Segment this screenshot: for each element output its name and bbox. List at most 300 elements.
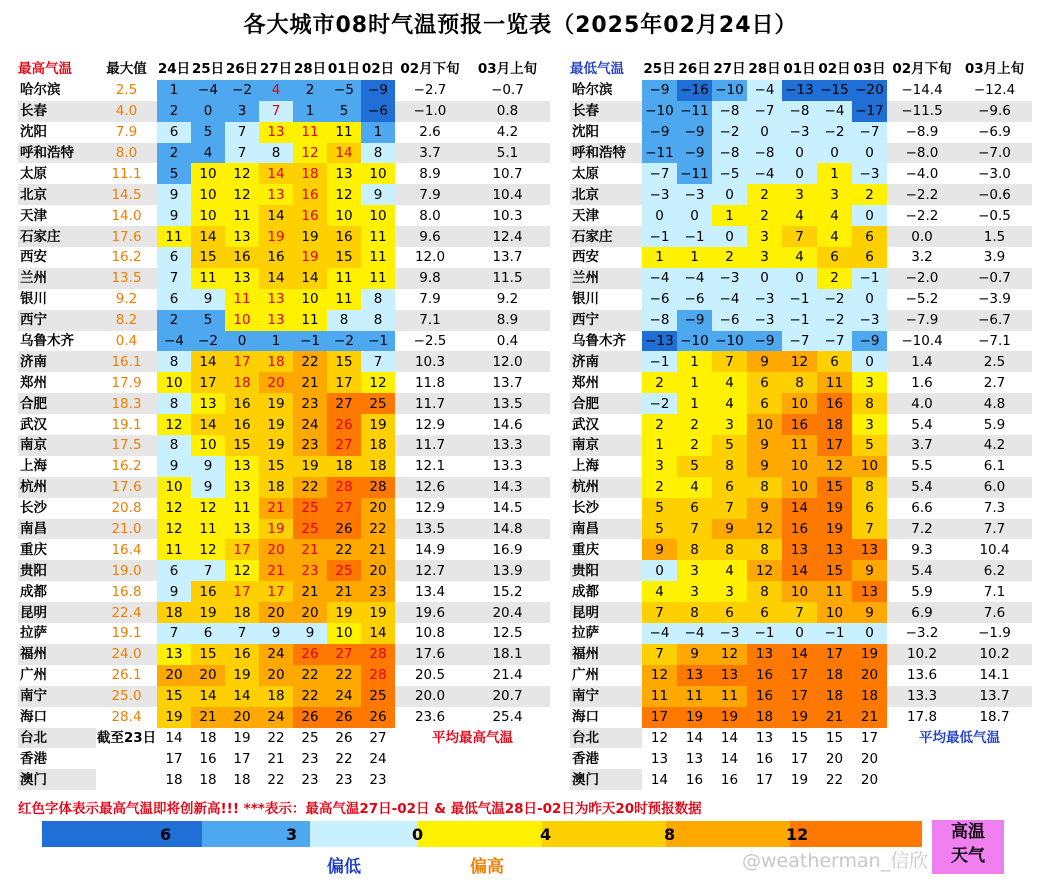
city-name: 银川 (572, 291, 599, 308)
column-header: 28日 (748, 61, 781, 78)
max-temp-cell: 13 (327, 163, 361, 184)
min-temp-cell: 17 (782, 686, 817, 707)
period-average: 10.2 (957, 644, 1032, 665)
max-temp-cell: 12 (191, 539, 225, 560)
city-name: 乌鲁木齐 (20, 333, 74, 350)
legend-high-label: 偏高 (470, 857, 504, 877)
extra-cell: 23 (301, 771, 319, 788)
city-name: 南昌 (570, 519, 642, 540)
max-temp-cell: 1 (293, 101, 327, 122)
period-average: 1.4 (887, 351, 957, 372)
period-average: 13.7 (957, 686, 1032, 707)
max-temp-cell: 21 (259, 498, 293, 519)
min-temp-cell: 6 (677, 498, 712, 519)
extra-cell: 19 (233, 729, 251, 746)
max-temp-cell: 8 (157, 393, 191, 414)
legend-tick-label: 12 (786, 825, 809, 844)
period-average: 13.5 (395, 519, 465, 540)
record-max: 2.5 (115, 82, 138, 99)
max-temp-cell: 8 (327, 310, 361, 331)
period-average: 16.9 (492, 541, 523, 558)
min-temp-cell: 2 (852, 184, 887, 205)
hot-label-line1: 高温 (951, 822, 985, 842)
min-temp-cell: 4 (642, 581, 677, 602)
min-temp-header: 最低气温 (570, 61, 624, 78)
max-temp-cell: 15 (191, 644, 225, 665)
max-temp-cell: 10 (327, 623, 361, 644)
city-name: 北京 (570, 184, 642, 205)
min-temp-cell: −9 (642, 80, 677, 101)
min-temp-cell: −11 (677, 163, 712, 184)
min-temp-cell: 8 (712, 456, 747, 477)
table-row (18, 602, 550, 623)
city-name: 武汉 (20, 416, 47, 433)
period-average: 20.4 (465, 602, 550, 623)
min-temp-cell: −9 (747, 331, 782, 352)
period-average: −0.6 (957, 184, 1032, 205)
min-temp-cell: −4 (817, 101, 852, 122)
city-name: 南昌 (18, 519, 96, 540)
city-name: 长春 (570, 101, 642, 122)
period-average: 10.3 (395, 351, 465, 372)
min-temp-cell: −6 (712, 310, 747, 331)
max-temp-cell: 24 (259, 644, 293, 665)
max-temp-cell: 9 (293, 623, 327, 644)
extra-cell: 19 (790, 771, 809, 788)
min-temp-cell: 4 (782, 205, 817, 226)
min-temp-cell: 10 (782, 477, 817, 498)
record-max: 19.0 (96, 560, 157, 581)
min-temp-cell: 16 (747, 665, 782, 686)
min-temp-cell: 12 (712, 644, 747, 665)
max-temp-cell: 11 (327, 122, 361, 143)
max-temp-cell: 14 (225, 686, 259, 707)
max-temp-cell: 13 (225, 477, 259, 498)
min-temp-cell: −9 (642, 122, 677, 143)
min-temp-cell: 5 (677, 456, 712, 477)
extra-cell: 14 (165, 729, 183, 746)
min-temp-cell: 18 (817, 414, 852, 435)
city-name: 拉萨 (572, 625, 599, 642)
max-temp-cell: 13 (225, 268, 259, 289)
min-temp-cell: 19 (817, 498, 852, 519)
max-temp-cell: 9 (259, 623, 293, 644)
min-temp-cell: −3 (852, 310, 887, 331)
max-temp-cell: 20 (259, 665, 293, 686)
city-name: 兰州 (570, 268, 642, 289)
city-name: 郑州 (572, 374, 599, 391)
extra-cell: 18 (199, 771, 217, 788)
city-name: 兰州 (18, 268, 96, 289)
period-average: 12.9 (414, 416, 446, 433)
max-temp-cell: 15 (259, 456, 293, 477)
max-temp-cell: 10 (361, 163, 395, 184)
extra-cell: 14 (720, 729, 739, 746)
period-average: 13.9 (465, 560, 550, 581)
period-average: 14.9 (414, 541, 446, 558)
min-temp-cell: −4 (712, 289, 747, 310)
min-temp-cell: 16 (782, 414, 817, 435)
column-header: 24日 (157, 61, 191, 78)
period-average: 7.2 (887, 519, 957, 540)
min-temp-cell: −1 (747, 623, 782, 644)
max-temp-cell: 26 (327, 519, 361, 540)
max-temp-cell: 9 (157, 581, 191, 602)
max-temp-cell: 9 (157, 184, 191, 205)
table-row (18, 184, 550, 205)
extra-cell: 14 (685, 729, 704, 746)
record-max: 16.4 (111, 541, 142, 558)
table-row (570, 226, 1032, 247)
period-average: 10.2 (887, 644, 957, 665)
city-name: 福州 (18, 644, 96, 665)
table-row (18, 623, 550, 644)
min-temp-cell: 9 (747, 498, 782, 519)
min-temp-cell: 11 (782, 435, 817, 456)
column-header: 26日 (225, 61, 259, 78)
city-name: 成都 (20, 583, 47, 600)
min-temp-cell: −13 (782, 80, 817, 101)
header-row (18, 59, 550, 80)
max-temp-cell: 11 (327, 289, 361, 310)
table-row (570, 435, 1032, 456)
period-average: 5.5 (911, 458, 933, 475)
color-legend (42, 821, 922, 847)
min-temp-cell: −6 (642, 289, 677, 310)
record-max: 26.1 (111, 667, 142, 684)
period-average: 18.7 (979, 709, 1010, 726)
min-temp-cell: −11 (677, 101, 712, 122)
max-temp-cell: 16 (225, 644, 259, 665)
max-temp-cell: −5 (327, 80, 361, 101)
max-temp-cell: 8 (361, 310, 395, 331)
max-temp-cell: 24 (259, 707, 293, 728)
min-temp-cell: 13 (852, 539, 887, 560)
legend-tick-label: 8 (664, 825, 676, 844)
min-temp-cell: 3 (782, 184, 817, 205)
min-temp-cell: 8 (852, 477, 887, 498)
period-average: 7.1 (395, 310, 465, 331)
min-temp-cell: 3 (747, 247, 782, 268)
table-row (18, 644, 550, 665)
footnote: 红色字体表示最高气温即将创新高!!! ***表示：最高气温27日-02日 & 最低气温28日-02日为昨天20时预报数据 (18, 801, 702, 817)
min-temp-cell: 7 (852, 519, 887, 540)
table-row (18, 456, 550, 477)
column-header: 最大值 (106, 61, 147, 78)
max-temp-cell: 13 (259, 122, 293, 143)
min-temp-cell: 8 (747, 477, 782, 498)
period-average: 2.7 (983, 374, 1006, 391)
min-temp-cell: 8 (677, 539, 712, 560)
max-temp-cell: 13 (259, 310, 293, 331)
period-average: 5.9 (911, 583, 933, 600)
max-temp-cell: 14 (191, 414, 225, 435)
period-average: 2.6 (419, 124, 441, 141)
min-temp-cell: 9 (852, 602, 887, 623)
city-name: 上海 (20, 458, 47, 475)
max-temp-cell: −2 (327, 331, 361, 352)
max-temp-cell: 25 (293, 498, 327, 519)
min-temp-cell: 18 (817, 665, 852, 686)
max-temp-cell: 12 (293, 143, 327, 164)
record-max: 17.5 (96, 435, 157, 456)
min-temp-cell: 3 (677, 560, 712, 581)
max-temp-cell: 11 (225, 205, 259, 226)
period-average: 11.7 (395, 435, 465, 456)
extra-cell: 20 (860, 771, 879, 788)
period-average: −7.0 (957, 143, 1032, 164)
max-temp-cell: 24 (293, 414, 327, 435)
max-temp-table (18, 59, 550, 790)
city-name: 海口 (572, 709, 599, 726)
max-temp-cell: 13 (157, 644, 191, 665)
min-temp-cell: 13 (782, 539, 817, 560)
max-temp-cell: 4 (259, 80, 293, 101)
min-temp-cell: 6 (712, 602, 747, 623)
min-temp-cell: 6 (747, 393, 782, 414)
city-name: 海口 (20, 709, 47, 726)
period-average: 13.7 (492, 374, 523, 391)
period-average: −2.2 (905, 207, 939, 224)
min-temp-cell: 19 (677, 707, 712, 728)
min-temp-cell: −1 (782, 289, 817, 310)
period-average: −6.9 (978, 124, 1011, 141)
max-temp-cell: 22 (327, 539, 361, 560)
max-temp-cell: 21 (293, 539, 327, 560)
table-row (570, 644, 1032, 665)
max-temp-cell: 15 (327, 247, 361, 268)
record-max: 19.1 (111, 416, 142, 433)
min-temp-cell: −11 (642, 143, 677, 164)
period-average: 13.4 (414, 583, 446, 600)
min-temp-cell: 21 (852, 707, 887, 728)
table-row (18, 560, 550, 581)
city-name: 合肥 (570, 393, 642, 414)
min-temp-cell: 0 (852, 205, 887, 226)
extra-cell: 16 (755, 750, 774, 767)
record-max: 22.4 (96, 602, 157, 623)
max-temp-cell: −1 (361, 331, 395, 352)
min-temp-cell: 0 (642, 560, 677, 581)
min-temp-cell: −4 (642, 623, 677, 644)
extra-cell: 17 (860, 729, 879, 746)
max-temp-cell: 19 (259, 393, 293, 414)
min-temp-cell: 0 (817, 143, 852, 164)
max-temp-cell: 17 (225, 539, 259, 560)
legend-swatch-orange (666, 821, 790, 847)
min-temp-cell: −1 (642, 351, 677, 372)
min-temp-cell: 9 (747, 351, 782, 372)
period-average: −0.7 (957, 268, 1032, 289)
legend-hot-weather-box (932, 820, 1004, 874)
table-row (570, 728, 1032, 749)
min-temp-cell: 8 (852, 393, 887, 414)
min-temp-cell: 7 (642, 644, 677, 665)
column-header: 28日 (293, 61, 327, 78)
min-temp-cell: 7 (712, 351, 747, 372)
period-average: 9.6 (395, 226, 465, 247)
min-temp-cell: 12 (782, 351, 817, 372)
max-temp-cell: 20 (361, 498, 395, 519)
record-max: 17.9 (111, 374, 142, 391)
period-average: 5.4 (887, 560, 957, 581)
table-row (570, 707, 1032, 728)
min-temp-cell: −3 (747, 310, 782, 331)
min-temp-cell: 6 (852, 226, 887, 247)
extra-cell: 16 (685, 771, 704, 788)
min-temp-cell: 4 (712, 560, 747, 581)
table-row (570, 80, 1032, 101)
table-row (570, 581, 1032, 602)
max-temp-cell: 26 (293, 707, 327, 728)
max-temp-cell: 13 (259, 289, 293, 310)
empty-cell (887, 769, 1032, 790)
min-temp-cell: 6 (817, 351, 852, 372)
legend-swatch-dark-orange (790, 821, 922, 847)
min-temp-cell: 17 (817, 435, 852, 456)
city-name: 石家庄 (570, 226, 642, 247)
period-average: 14.6 (492, 416, 523, 433)
column-header: 25日 (643, 61, 676, 78)
min-temp-cell: 1 (712, 205, 747, 226)
max-temp-cell: 16 (225, 247, 259, 268)
max-temp-cell: 14 (259, 268, 293, 289)
period-average: 13.5 (465, 393, 550, 414)
period-average: 9.8 (395, 268, 465, 289)
min-temp-cell: −5 (712, 163, 747, 184)
min-temp-cell: 0 (642, 205, 677, 226)
max-temp-cell: 12 (157, 519, 191, 540)
max-temp-cell: 16 (191, 581, 225, 602)
max-temp-cell: 12 (361, 372, 395, 393)
empty-cell (395, 748, 550, 769)
max-temp-cell: 14 (191, 226, 225, 247)
min-temp-cell: 10 (817, 602, 852, 623)
max-temp-cell: −2 (225, 80, 259, 101)
min-temp-cell: 2 (642, 414, 677, 435)
min-temp-cell: 5 (852, 435, 887, 456)
min-temp-cell: −7 (817, 331, 852, 352)
min-temp-cell: 1 (677, 393, 712, 414)
max-temp-cell: 0 (225, 331, 259, 352)
column-header: 03月上旬 (477, 61, 538, 78)
period-average: 12.4 (465, 226, 550, 247)
min-temp-cell: 11 (712, 686, 747, 707)
period-average: 10.7 (492, 165, 523, 182)
record-max: 21.0 (96, 519, 157, 540)
city-name: 长沙 (20, 500, 47, 517)
min-temp-cell: 0 (852, 623, 887, 644)
max-temp-cell: 19 (327, 602, 361, 623)
legend-tick-label: 0 (412, 825, 424, 844)
min-temp-cell: 1 (677, 247, 712, 268)
max-temp-cell: 21 (259, 560, 293, 581)
max-temp-cell: 2 (293, 80, 327, 101)
period-average: 10.4 (465, 184, 550, 205)
table-row (570, 372, 1032, 393)
table-row (18, 122, 550, 143)
max-temp-cell: 10 (225, 310, 259, 331)
max-temp-cell: 9 (157, 456, 191, 477)
min-temp-cell: 6 (747, 372, 782, 393)
city-name: 郑州 (20, 374, 47, 391)
table-row (18, 498, 550, 519)
max-temp-cell: 13 (225, 519, 259, 540)
city-name: 西安 (20, 249, 47, 266)
period-average: −11.5 (887, 101, 957, 122)
max-temp-cell: 15 (157, 686, 191, 707)
table-row (570, 289, 1032, 310)
min-temp-cell: −1 (782, 310, 817, 331)
max-temp-cell: 18 (225, 602, 259, 623)
min-temp-cell: 12 (817, 456, 852, 477)
period-average: −3.9 (978, 291, 1011, 308)
period-average: 6.9 (887, 602, 957, 623)
max-temp-cell: 7 (225, 623, 259, 644)
record-max: 16.1 (96, 351, 157, 372)
column-header: 02月下旬 (400, 61, 460, 78)
extra-cell: 27 (369, 729, 387, 746)
min-temp-cell: 4 (817, 226, 852, 247)
max-temp-cell: 22 (293, 686, 327, 707)
city-name: 南宁 (18, 686, 96, 707)
table-row (570, 769, 1032, 790)
max-temp-cell: 8 (259, 143, 293, 164)
legend-swatch-light-orange (542, 821, 666, 847)
extra-cell (96, 769, 157, 790)
record-max: 9.2 (115, 291, 138, 308)
record-max: 8.0 (96, 143, 157, 164)
max-temp-cell: 17 (327, 372, 361, 393)
max-temp-cell: 19 (225, 665, 259, 686)
empty-cell (887, 748, 1032, 769)
max-temp-cell: 7 (157, 268, 191, 289)
max-temp-cell: 25 (293, 519, 327, 540)
city-name: 杭州 (18, 477, 96, 498)
max-temp-cell: 27 (327, 644, 361, 665)
min-temp-cell: 9 (712, 519, 747, 540)
max-temp-cell: 15 (327, 351, 361, 372)
record-max: 7.9 (115, 124, 138, 141)
table-row (18, 728, 550, 749)
period-average: −2.2 (887, 184, 957, 205)
period-average: −9.6 (957, 101, 1032, 122)
min-temp-cell: −1 (852, 268, 887, 289)
city-name: 哈尔滨 (20, 82, 61, 99)
city-name: 银川 (20, 291, 47, 308)
max-temp-cell: 10 (327, 205, 361, 226)
max-temp-cell: 16 (225, 414, 259, 435)
table-row (570, 748, 1032, 769)
max-temp-cell: 10 (361, 205, 395, 226)
max-temp-cell: 18 (259, 686, 293, 707)
period-average: 10.4 (979, 541, 1010, 558)
column-header: 03日 (853, 61, 886, 78)
period-average: 8.9 (465, 310, 550, 331)
min-temp-cell: 2 (747, 184, 782, 205)
period-average: 13.3 (492, 458, 523, 475)
period-average: 18.1 (465, 644, 550, 665)
table-row (570, 623, 1032, 644)
max-temp-cell: 14 (191, 686, 225, 707)
extra-cell: 22 (267, 771, 285, 788)
max-temp-header: 最高气温 (18, 61, 72, 78)
max-temp-cell: 11 (225, 498, 259, 519)
min-temp-cell: −2 (817, 289, 852, 310)
period-average: 6.1 (983, 458, 1006, 475)
extra-cell: 16 (720, 771, 739, 788)
column-header: 27日 (713, 61, 746, 78)
